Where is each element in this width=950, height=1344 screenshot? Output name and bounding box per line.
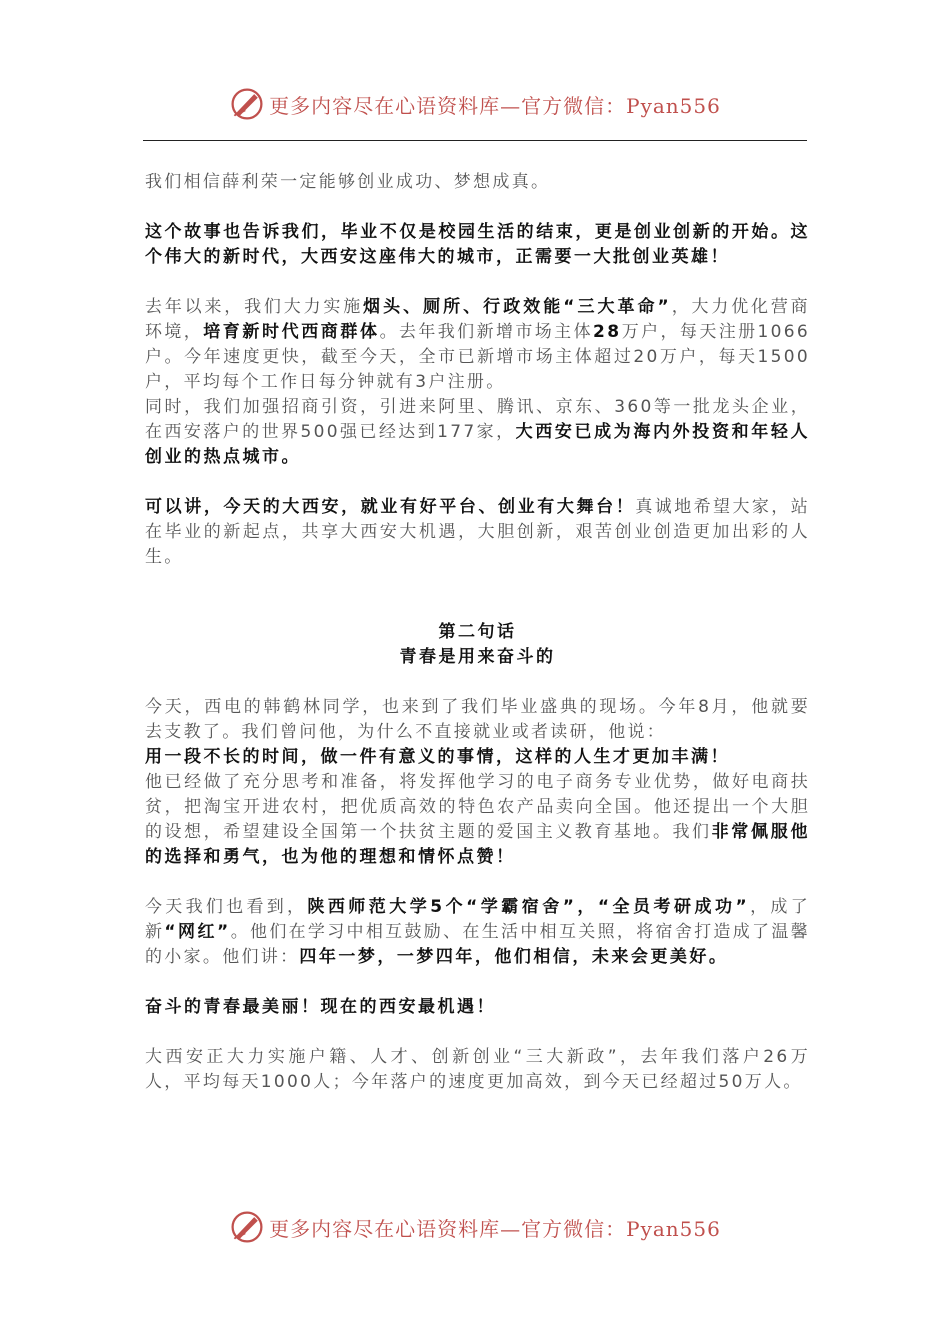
paragraph-7 [145,745,810,770]
bold-span: “网红” [164,922,231,942]
footer-banner [0,1207,950,1247]
bold-span: 大西安已成为海内外投资和年轻人创业的热点城市。 [145,422,811,467]
document-body [145,170,810,1095]
pen-logo-icon [229,1209,265,1245]
paragraph-3 [145,295,810,395]
paragraph-8 [145,770,810,870]
text-span: ，大力优化营商环境， [145,297,810,342]
pen-logo-icon [229,86,265,122]
bold-span: 用一段不长的时间，做一件有意义的事情，这样的人生才更加丰满！ [145,747,730,767]
banner-text: 更多内容尽在心语资料库—官方微信：Pyan556 [269,93,721,118]
text-span: 他已经做了充分思考和准备，将发挥他学习的电子商务专业优势，做好电商扶贫，把淘宝开进农村，把优质高效的特色农产品卖向全国。他还提出一个大胆的设想，希望建设全国第一个扶贫主题的爱国主义教育基地。我们 [145,772,810,842]
text-span: 。去年我们新增市场主体 [379,322,593,342]
text-span: 去年以来，我们大力实施 [145,297,364,317]
header-banner [0,84,950,124]
paragraph-11: 大西安正大力实施户籍、人才、创新创业“三大新政”，去年我们落户26万人，平均每天1000人；今年落户的速度更加高效，到今天已经超过50万人。 [145,1047,810,1092]
section-heading [145,620,810,645]
paragraph-10 [145,995,810,1020]
bold-span: 培育新时代西商群体 [203,322,380,342]
bold-span: 陕西师范大学5个“学霸宿舍”，“全员考研成功” [307,897,750,917]
section-number: 第二句话 [438,622,517,642]
section-title: 青春是用来奋斗的 [399,647,556,667]
banner-text: 更多内容尽在心语资料库—官方微信：Pyan556 [269,1216,721,1241]
paragraph-6: 今天，西电的韩鹤林同学，也来到了我们毕业盛典的现场。今年8月，他就要去支教了。我们曾问他，为什么不直接就业或者读研，他说： [145,697,810,742]
bold-span: 28 [592,322,622,342]
paragraph-2 [145,220,810,270]
paragraph-9 [145,895,810,970]
text-span: 今天我们也看到， [145,897,308,917]
text-span: 。他们在学习中相互鼓励、在生活中相互关照，将宿舍打造成了温馨的小家。他们讲： [145,922,810,967]
text-span: 万户，每天注册1066户。今年速度更快，截至今天，全市已新增市场主体超过20万户，每天1500户，平均每个工作日每分钟就有3户注册。 [145,322,810,392]
section-subheading [145,645,810,670]
text-span: 同时，我们加强招商引资，引进来阿里、腾讯、京东、360等一批龙头企业，在西安落户的世界500强已经达到177家， [145,397,810,442]
paragraph-2-bold: 这个故事也告诉我们，毕业不仅是校园生活的结束，更是创业创新的开始。这个伟大的新时代，大西安这座伟大的城市，正需要一大批创业英雄！ [145,222,810,267]
paragraph-4 [145,395,810,470]
paragraph-5 [145,495,810,570]
bold-span: 烟头、厕所、行政效能“三大革命” [363,297,672,317]
text-span: 真诚地希望大家，站在毕业的新起点，共享大西安大机遇，大胆创新，艰苦创业创造更加出彩的人生。 [145,497,811,567]
bold-span: 四年一梦，一梦四年，他们相信，未来会更美好。 [299,947,729,967]
header-divider [143,140,807,141]
bold-span: 可以讲，今天的大西安，就业有好平台、创业有大舞台！ [145,497,636,517]
bold-span: 奋斗的青春最美丽！现在的西安最机遇！ [145,997,496,1017]
bold-span: 非常佩服他的选择和勇气，也为他的理想和情怀点赞！ [145,822,811,867]
paragraph-1: 我们相信薛利荣一定能够创业成功、梦想成真。 [145,172,551,192]
text-span: ，成了新 [145,897,810,942]
